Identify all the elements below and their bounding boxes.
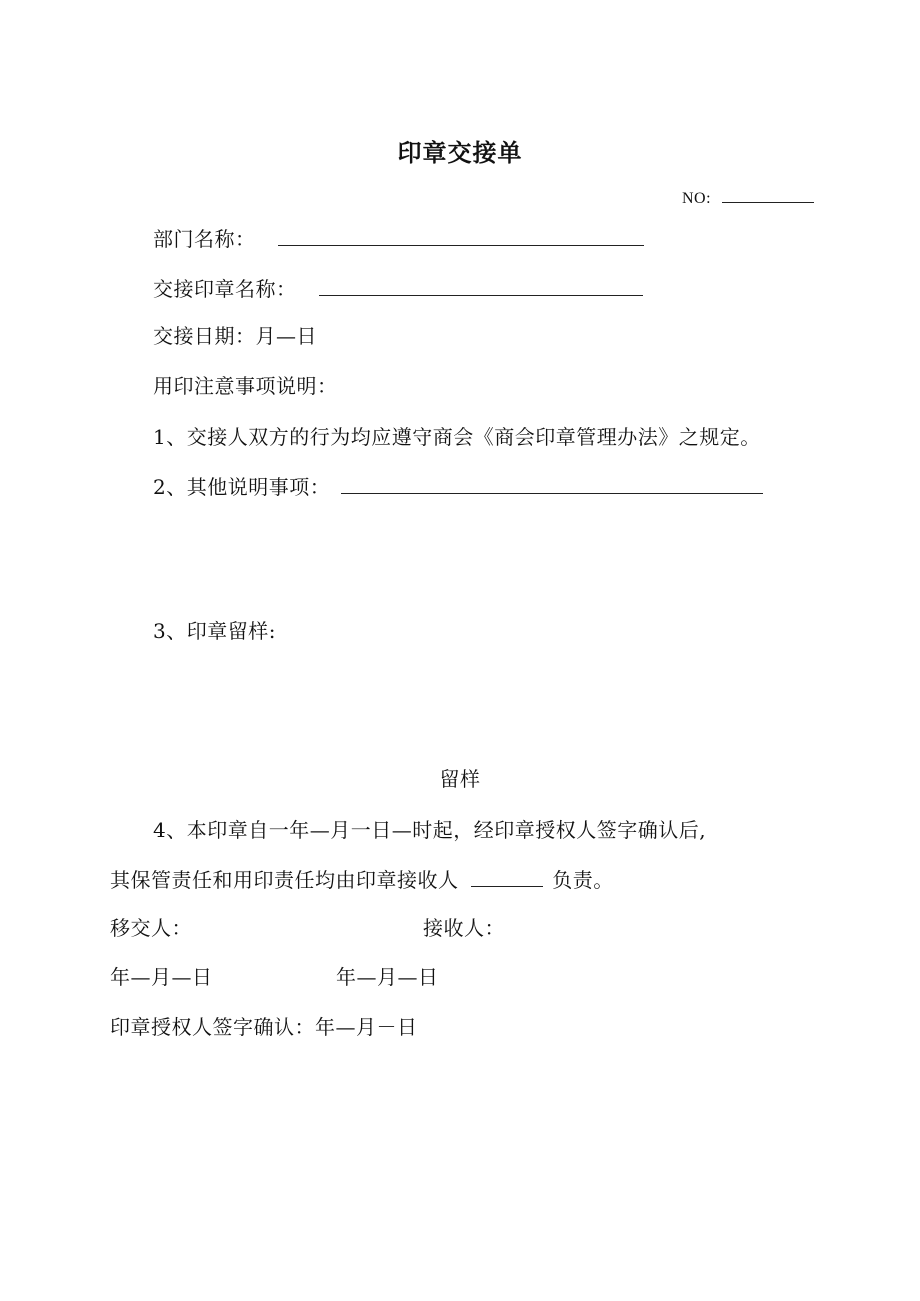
form-number-label: NO: bbox=[682, 190, 712, 207]
responsibility-text: 其保管责任和用印责任均由印章接收人 bbox=[110, 868, 459, 892]
note-item-3: 3、印章留样: bbox=[153, 619, 276, 643]
seal-name-row bbox=[153, 277, 643, 301]
seal-name-blank[interactable] bbox=[319, 277, 643, 296]
page-title: 印章交接单 bbox=[397, 139, 523, 167]
transferor-date: 年—月—日 bbox=[110, 965, 213, 989]
notes-heading: 用印注意事项说明： bbox=[153, 374, 338, 398]
form-number bbox=[682, 184, 814, 211]
department-row bbox=[153, 227, 644, 251]
seal-sample-label: 留样 bbox=[439, 767, 481, 791]
department-blank[interactable] bbox=[278, 227, 644, 246]
department-label: 部门名称： bbox=[153, 227, 256, 251]
transferor-label: 移交人： bbox=[110, 916, 192, 940]
handover-date: 交接日期：月—日 bbox=[153, 324, 317, 348]
note-item-2-label: 2、其他说明事项： bbox=[153, 475, 331, 499]
other-notes-blank[interactable] bbox=[341, 475, 763, 494]
form-number-blank[interactable] bbox=[722, 184, 814, 203]
receiver-name-blank[interactable] bbox=[471, 868, 543, 887]
seal-name-label: 交接印章名称： bbox=[153, 277, 297, 301]
note-item-4-line2 bbox=[110, 868, 614, 892]
note-item-1: 1、交接人双方的行为均应遵守商会《商会印章管理办法》之规定。 bbox=[153, 425, 761, 449]
authorizer-confirmation: 印章授权人签字确认：年—月－日 bbox=[110, 1015, 418, 1039]
note-item-2-row bbox=[153, 475, 763, 499]
receiver-date: 年—月—日 bbox=[336, 965, 439, 989]
receiver-label: 接收人： bbox=[423, 916, 505, 940]
note-item-4-line1: 4、本印章自一年—月一日—时起，经印章授权人签字确认后, bbox=[153, 818, 707, 842]
responsibility-suffix: 负责。 bbox=[552, 868, 614, 892]
